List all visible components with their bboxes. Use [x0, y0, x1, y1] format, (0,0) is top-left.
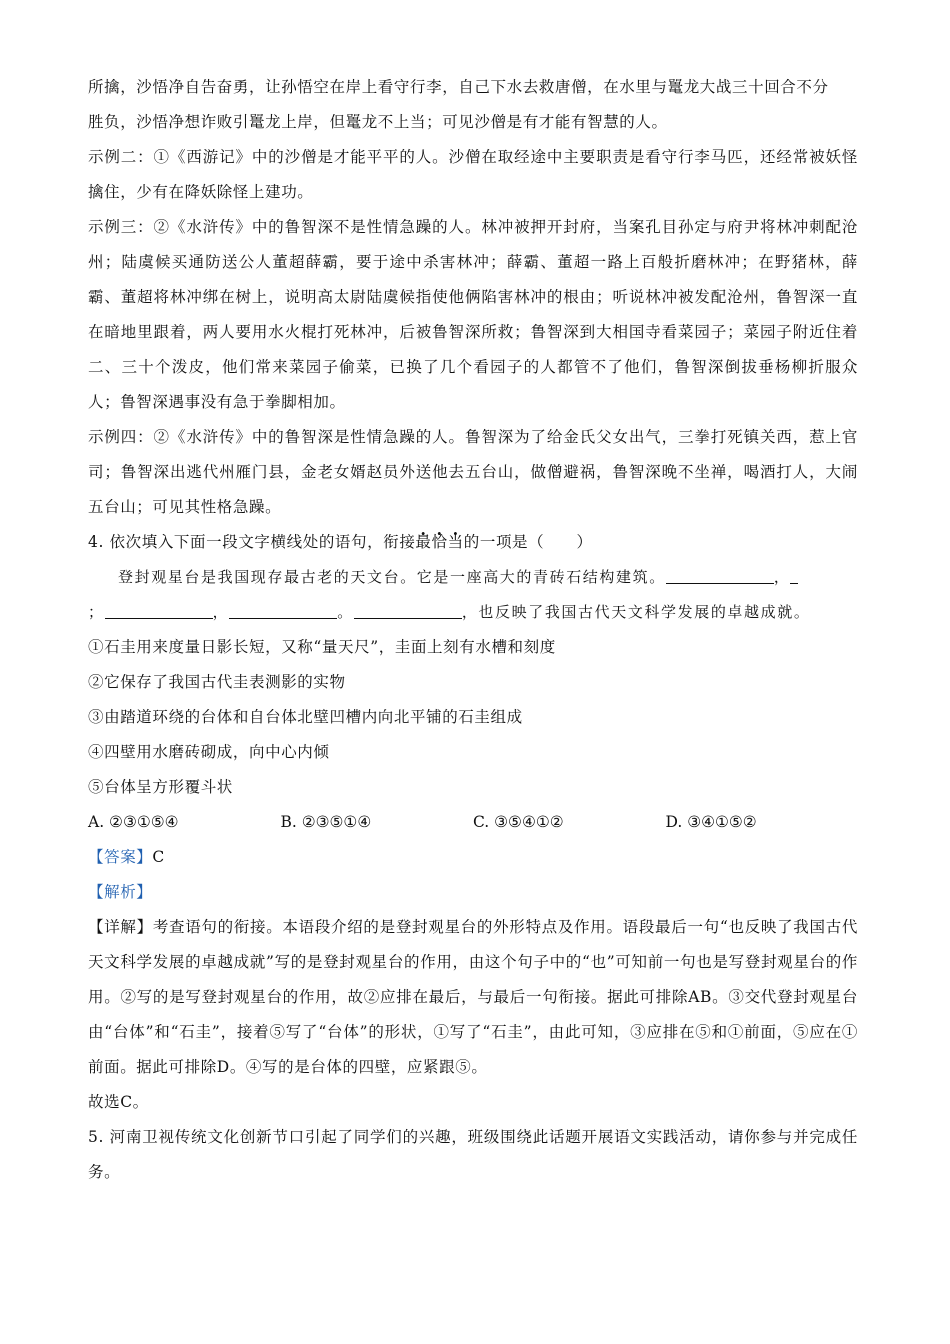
detail-paragraph: 【详解】考查语句的衔接。本语段介绍的是登封观星台的外形特点及作用。语段最后一句“也反映了我国古代天文科学发展的卓越成就”写的是登封观星台的作用，由这个句子中的“也”可知前一句也是写登封观星台的作用。②写的是写登封观星台的作用，故②应排在最后，与最后一句衔接。据此可排除AB。③交代登封观星台由“台体”和“石圭”，接着⑤写了“台体”的形状，①写了“石圭”，由此可知，③应排在⑤和①前面，⑤应在①前面。据此可排除D。④写的是台体的四壁，应紧跟⑤。 [88, 918, 858, 1076]
analysis-line [88, 875, 858, 910]
option-a: A. ②③①⑤④ [88, 813, 179, 831]
option-d: D. ③④①⑤② [665, 813, 757, 831]
conclusion: 故选C。 [88, 1093, 149, 1111]
emphasis-char: 恰 [431, 533, 448, 551]
answer-tag: 【答案】 [88, 848, 153, 866]
answer-blank [229, 600, 337, 619]
question-4-passage: 登封观星台是我国现存最古老的天文台。它是一座高大的青砖石结构建筑。 ， ； ， 。 ，也反映了我国古代天文科学发展的卓越成就。 [88, 560, 858, 630]
question-5-stem: 5. 河南卫视传统文化创新节口引起了同学们的兴趣，班级围绕此话题开展语文实践活动，请你参与并完成任务。 [88, 1128, 858, 1181]
choice-item: ③由踏道环绕的台体和自台体北壁凹槽内向北平铺的石圭组成 [88, 708, 523, 726]
option-b: B. ②③⑤①④ [280, 813, 372, 831]
choice-item: ⑤台体呈方形覆斗状 [88, 778, 233, 796]
example-4: 示例四：②《水浒传》中的鲁智深是性情急躁的人。鲁智深为了给金氏父女出气，三拳打死镇关西，惹上官司；鲁智深出逃代州雁门县，金老女婿赵员外送他去五台山，做僧避祸，鲁智深晚不坐禅，喝酒打人，大闹五台山；可见其性格急躁。 [88, 428, 858, 516]
text-line: 胜负，沙悟净想诈败引鼍龙上岸，但鼍龙不上当；可见沙僧是有才能有智慧的人。 [88, 113, 668, 131]
option-c: C. ③⑤④①② [473, 813, 564, 831]
example-3: 示例三：②《水浒传》中的鲁智深不是性情急躁的人。林冲被押开封府，当案孔目孙定与府尹将林冲刺配沧州；陆虞候买通防送公人董超薛霸，要于途中杀害林冲；薛霸、董超一路上百般折磨林冲；在野猪林，薛霸、董超将林冲绑在树上，说明高太尉陆虞候指使他俩陷害林冲的根由；听说林冲被发配沧州，鲁智深一直在暗地里跟着，两人要用水火棍打死林冲，后被鲁智深所救；鲁智深到大相国寺看菜园子；菜园子附近住着二、三十个泼皮，他们常来菜园子偷菜，已换了几个看园子的人都管不了他们，鲁智深倒拔垂杨柳折服众人；鲁智深遇事没有急于拳脚相加。 [88, 218, 858, 411]
text-line: 所擒，沙悟净自告奋勇，让孙悟空在岸上看守行李，自己下水去救唐僧，在水里与鼍龙大战三十回合不分 [88, 78, 829, 96]
analysis-tag: 【解析】 [88, 883, 153, 901]
answer-blank [666, 565, 774, 584]
detail-tag: 【详解】 [88, 918, 153, 936]
emphasis-char: 当 [447, 533, 464, 551]
choice-item: ②它保存了我国古代圭表测影的实物 [88, 673, 346, 691]
choice-item: ④四壁用水磨砖砌成，向中心内倾 [88, 743, 330, 761]
question-4-stem: 4. 依次填入下面一段文字横线处的语句，衔接最恰当的一项是（ ） [88, 533, 593, 551]
answer-options [88, 805, 858, 840]
emphasis-char: 最 [415, 533, 432, 551]
answer-value: C [152, 848, 165, 866]
example-2: 示例二：①《西游记》中的沙僧是才能平平的人。沙僧在取经途中主要职责是看守行李马匹，还经常被妖怪擒住，少有在降妖除怪上建功。 [88, 148, 858, 201]
answer-blank [354, 600, 462, 619]
choice-item: ①石圭用来度量日影长短，又称“量天尺”，圭面上刻有水槽和刻度 [88, 638, 556, 656]
answer-line [88, 840, 858, 875]
answer-blank [790, 565, 798, 584]
document-page [88, 70, 858, 1190]
answer-blank [105, 600, 213, 619]
